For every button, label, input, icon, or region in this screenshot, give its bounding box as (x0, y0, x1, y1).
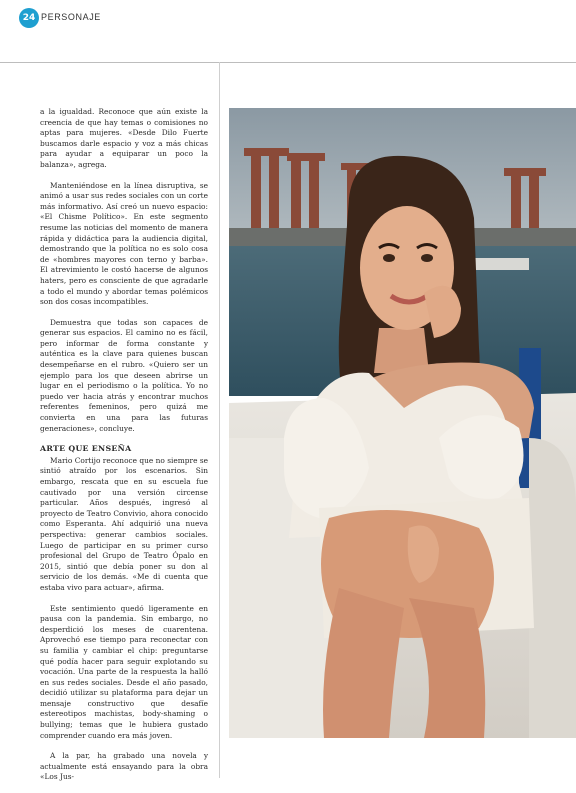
column-divider (219, 62, 220, 778)
article-paragraph: Demuestra que todas son capaces de generar sus espacios. El camino no es fácil, pero informar de forma constante y auténtica es la clave para quienes buscan desempeñarse en el rubro. «Quiero ser un ejemplo para los que deseen abrirse un lugar en el periodismo o la política. Yo no puedo ver hacia atrás y encontrar muchos referentes femeninos, pero quizá me convierta en una para las futuras generaciones», concluye. (40, 317, 208, 433)
portrait-photo (229, 108, 576, 738)
section-title: PERSONAJE (41, 12, 101, 22)
article-paragraph: Manteniéndose en la línea disruptiva, se animó a usar sus redes sociales con un corte más informativo. Así creó un nuevo espacio: «El Chisme Político». En este segmento resume las noticias del momento de manera rápida y didáctica para la audiencia digital, demostrando que la política no es solo cosa de «hombres mayores con terno y barba». El atrevimiento le costó hacerse de algunos haters, pero es consciente de que agradarle a todo el mundo y abordar temas polémicos son dos cosas incompatibles. (40, 180, 208, 307)
article-paragraph: Mario Cortijo reconoce que no siempre se sintió atraído por los escenarios. Sin embargo, rescata que en su escuela fue cautivado por una versión circense particular. Años después, ingresó al proyecto de Teatro Convivio, ahora conocido como Esperanta. Ahí adquirió una nueva perspectiva: generar cambios sociales. Luego de participar en su primer curso profesional del Grupo de Teatro Ópalo en 2015, sintió que debía poner su don al servicio de los demás. «Me di cuenta que estaba vivo para actuar», afirma. (40, 455, 208, 592)
page-header (0, 0, 576, 36)
article-text-column (40, 107, 208, 793)
header-divider (0, 62, 576, 63)
article-subheading: ARTE QUE ENSEÑA (40, 444, 132, 454)
article-paragraph: Este sentimiento quedó ligeramente en pausa con la pandemia. Sin embargo, no desperdició los meses de cuarentena. Aprovechó ese tiempo para reconectar con su familia y cambiar el chip: preguntarse qué podía hacer para seguir explotando su vocación. Una parte de la respuesta la halló en sus redes sociales. Desde el año pasado, decidió utilizar su plataforma para dejar un mensaje constructivo que desafíe estereotipos machistas, body-shaming o bullying; temas que le hubiera gustado comprender cuando era más joven. (40, 603, 208, 740)
article-paragraph: A la par, ha grabado una novela y actualmente está ensayando para la obra «Los Jus- (40, 751, 208, 782)
page-number-badge: 24 (19, 8, 39, 28)
article-paragraph: a la igualdad. Reconoce que aún existe la creencia de que hay temas o comisiones no aptas para mujeres. «Desde Dilo Fuerte buscamos darle espacio y voz a más chicas para ayudar a equiparar un poco la balanza», agrega. (40, 107, 208, 169)
